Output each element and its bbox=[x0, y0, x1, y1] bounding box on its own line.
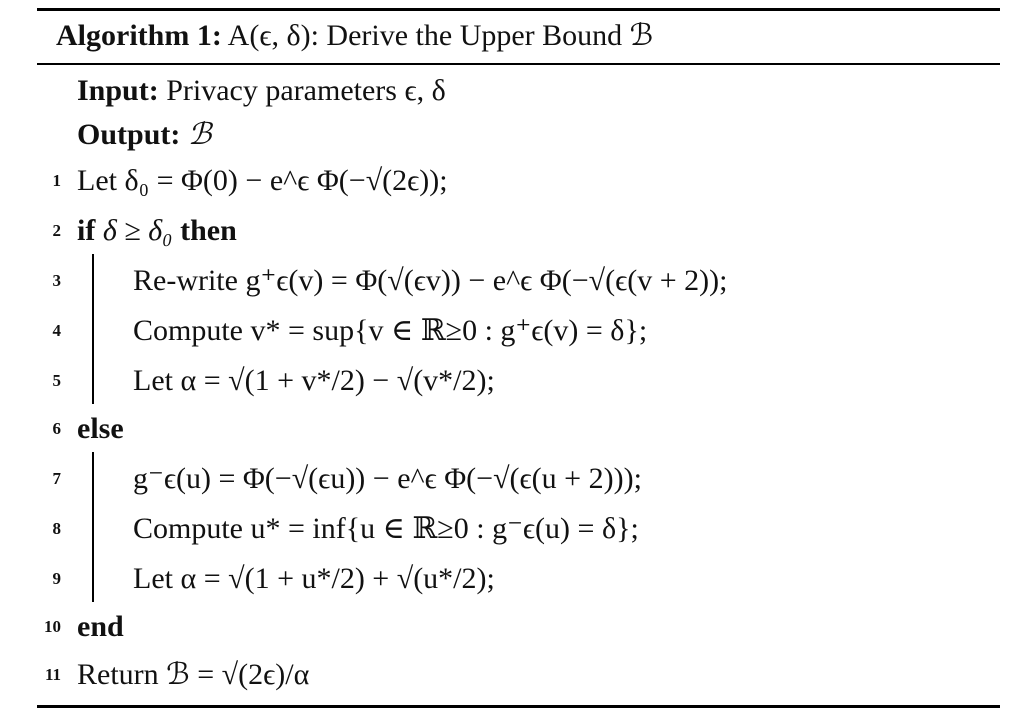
keyword-end: end bbox=[77, 610, 124, 643]
line-text: g⁻ϵ(u) = Φ(−√(ϵu)) − e^ϵ Φ(−√(ϵ(u + 2))); bbox=[133, 462, 642, 495]
algorithm-title: A(ϵ, δ): Derive the Upper Bound ℬ bbox=[227, 19, 654, 52]
line-number: 2 bbox=[52, 221, 61, 240]
line-text: Compute v* = sup{v ∈ ℝ≥0 : g⁺ϵ(v) = δ}; bbox=[133, 314, 648, 347]
line-text: Compute u* = inf{u ∈ ℝ≥0 : g⁻ϵ(u) = δ}; bbox=[133, 512, 639, 545]
line-text: Let α = √(1 + u*/2) + √(u*/2); bbox=[133, 562, 495, 595]
else-block-bar bbox=[92, 452, 94, 602]
input-label: Input: bbox=[77, 74, 159, 107]
line-number: 10 bbox=[44, 617, 61, 636]
line-text: Re-write g⁺ϵ(v) = Φ(√(ϵv)) − e^ϵ Φ(−√(ϵ(v + 2)); bbox=[133, 264, 728, 297]
header-rule bbox=[37, 63, 1000, 65]
line-number: 1 bbox=[52, 171, 61, 190]
keyword-then: then bbox=[180, 214, 237, 247]
algorithm-header bbox=[56, 16, 653, 56]
input-text: Privacy parameters ϵ, δ bbox=[166, 74, 446, 107]
line-number: 3 bbox=[52, 271, 61, 290]
line-number: 9 bbox=[52, 569, 61, 588]
algorithm-label: Algorithm 1: bbox=[56, 19, 222, 52]
if-block-bar bbox=[92, 254, 94, 404]
line-number: 11 bbox=[44, 665, 61, 684]
bottom-rule bbox=[37, 705, 1000, 708]
keyword-else: else bbox=[77, 412, 124, 445]
algorithm-box bbox=[37, 8, 1000, 708]
line-number: 4 bbox=[52, 321, 61, 340]
line-text: Let α = √(1 + v*/2) − √(v*/2); bbox=[133, 364, 495, 397]
line-text: Let δ₀ = Φ(0) − e^ϵ Φ(−√(2ϵ)); bbox=[77, 164, 448, 197]
keyword-if: if bbox=[77, 214, 96, 247]
line-number: 8 bbox=[52, 519, 61, 538]
line-number: 6 bbox=[52, 419, 61, 438]
line-number: 5 bbox=[52, 371, 61, 390]
if-condition: δ ≥ δ₀ bbox=[102, 214, 173, 247]
top-rule bbox=[37, 8, 1000, 11]
line-number: 7 bbox=[52, 469, 61, 488]
line-text: Return ℬ = √(2ϵ)/α bbox=[77, 658, 310, 691]
output-text: ℬ bbox=[187, 117, 212, 152]
output-label: Output: bbox=[77, 118, 181, 151]
